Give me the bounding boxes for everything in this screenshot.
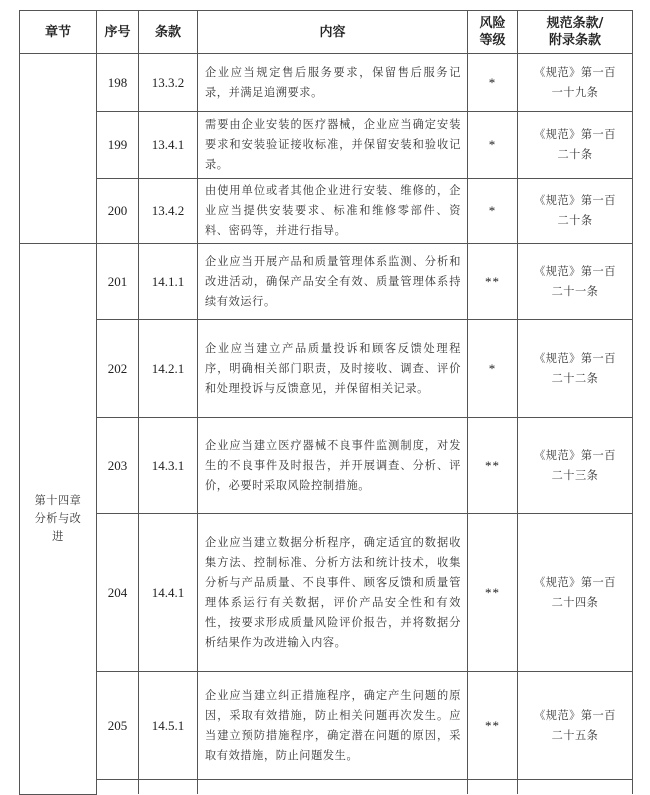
risk-cell: ** <box>468 514 518 672</box>
seq-cell: 201 <box>97 244 139 320</box>
header-risk: 风险 等级 <box>468 11 518 54</box>
ref-cell: 《规范》第一百 二十五条 <box>518 672 633 780</box>
risk-cell: ** <box>468 244 518 320</box>
content-cell: 企业应当建立医疗器械不良事件监测制度，对发生的不良事件及时报告，并开展调查、分析、评价，必要时采取风险控制措施。 <box>198 418 468 514</box>
ref-cell: 《规范》第一百 二十四条 <box>518 514 633 672</box>
header-ref: 规范条款/ 附录条款 <box>518 11 633 54</box>
table-row-cut <box>20 780 633 795</box>
content-cell: 企业应当规定售后服务要求，保留售后服务记录，并满足追溯要求。 <box>198 54 468 112</box>
risk-cell: * <box>468 54 518 112</box>
chapter-cell-empty <box>20 54 97 244</box>
table-row <box>20 54 633 112</box>
table-row <box>20 112 633 179</box>
content-cell: 企业应当建立数据分析程序，确定适宜的数据收集方法、控制标准、分析方法和统计技术，收集分析与产品质量、不良事件、顾客反馈和质量管理体系运行有关数据，评价产品安全性和有效性，按要求形成质量风险评价报告，并将数据分析结果作为改进输入内容。 <box>198 514 468 672</box>
clause-cell: 14.5.1 <box>139 672 198 780</box>
ref-cell: 《规范》第一百 二十三条 <box>518 418 633 514</box>
clause-cell: 14.2.1 <box>139 320 198 418</box>
clause-cell: 13.4.2 <box>139 179 198 244</box>
content-cell: 企业应当开展产品和质量管理体系监测、分析和改进活动，确保产品安全有效、质量管理体系持续有效运行。 <box>198 244 468 320</box>
clause-cell: 14.3.1 <box>139 418 198 514</box>
table-row <box>20 418 633 514</box>
risk-cell: * <box>468 112 518 179</box>
header-clause: 条款 <box>139 11 198 54</box>
ref-cell: 《规范》第一百 二十条 <box>518 112 633 179</box>
content-cell: 企业应当建立产品质量投诉和顾客反馈处理程序，明确相关部门职责，及时接收、调查、评价和处理投诉与反馈意见，并保留相关记录。 <box>198 320 468 418</box>
table-row <box>20 672 633 780</box>
risk-cell: * <box>468 320 518 418</box>
seq-cell: 204 <box>97 514 139 672</box>
chapter-cell: 第十四章 分析与改 进 <box>20 244 97 795</box>
content-cell <box>198 780 468 795</box>
ref-cell: 《规范》第一百 二十条 <box>518 179 633 244</box>
table-row <box>20 179 633 244</box>
risk-cell: ** <box>468 672 518 780</box>
risk-cell: ** <box>468 418 518 514</box>
risk-cell: * <box>468 179 518 244</box>
regulation-table <box>19 10 633 795</box>
content-cell: 需要由企业安装的医疗器械，企业应当确定安装要求和安装验证接收标准，并保留安装和验收记录。 <box>198 112 468 179</box>
ref-cell: 《规范》第一百 二十二条 <box>518 320 633 418</box>
content-cell: 企业应当建立纠正措施程序，确定产生问题的原因，采取有效措施，防止相关问题再次发生。应当建立预防措施程序，确定潜在问题的原因，采取有效措施，防止问题发生。 <box>198 672 468 780</box>
table-row <box>20 320 633 418</box>
ref-cell: 《规范》第一百 一十九条 <box>518 54 633 112</box>
seq-cell: 205 <box>97 672 139 780</box>
ref-cell <box>518 780 633 795</box>
header-content: 内容 <box>198 11 468 54</box>
clause-cell: 13.3.2 <box>139 54 198 112</box>
table-row <box>20 514 633 672</box>
content-cell: 由使用单位或者其他企业进行安装、维修的，企业应当提供安装要求、标准和维修零部件、资料、密码等，并进行指导。 <box>198 179 468 244</box>
seq-cell: 203 <box>97 418 139 514</box>
clause-cell <box>139 780 198 795</box>
clause-cell: 14.4.1 <box>139 514 198 672</box>
clause-cell: 13.4.1 <box>139 112 198 179</box>
ref-cell: 《规范》第一百 二十一条 <box>518 244 633 320</box>
header-row <box>20 11 633 54</box>
clause-cell: 14.1.1 <box>139 244 198 320</box>
header-seq: 序号 <box>97 11 139 54</box>
seq-cell: 202 <box>97 320 139 418</box>
table-row <box>20 244 633 320</box>
risk-cell <box>468 780 518 795</box>
seq-cell <box>97 780 139 795</box>
seq-cell: 199 <box>97 112 139 179</box>
header-chapter: 章节 <box>20 11 97 54</box>
seq-cell: 200 <box>97 179 139 244</box>
seq-cell: 198 <box>97 54 139 112</box>
